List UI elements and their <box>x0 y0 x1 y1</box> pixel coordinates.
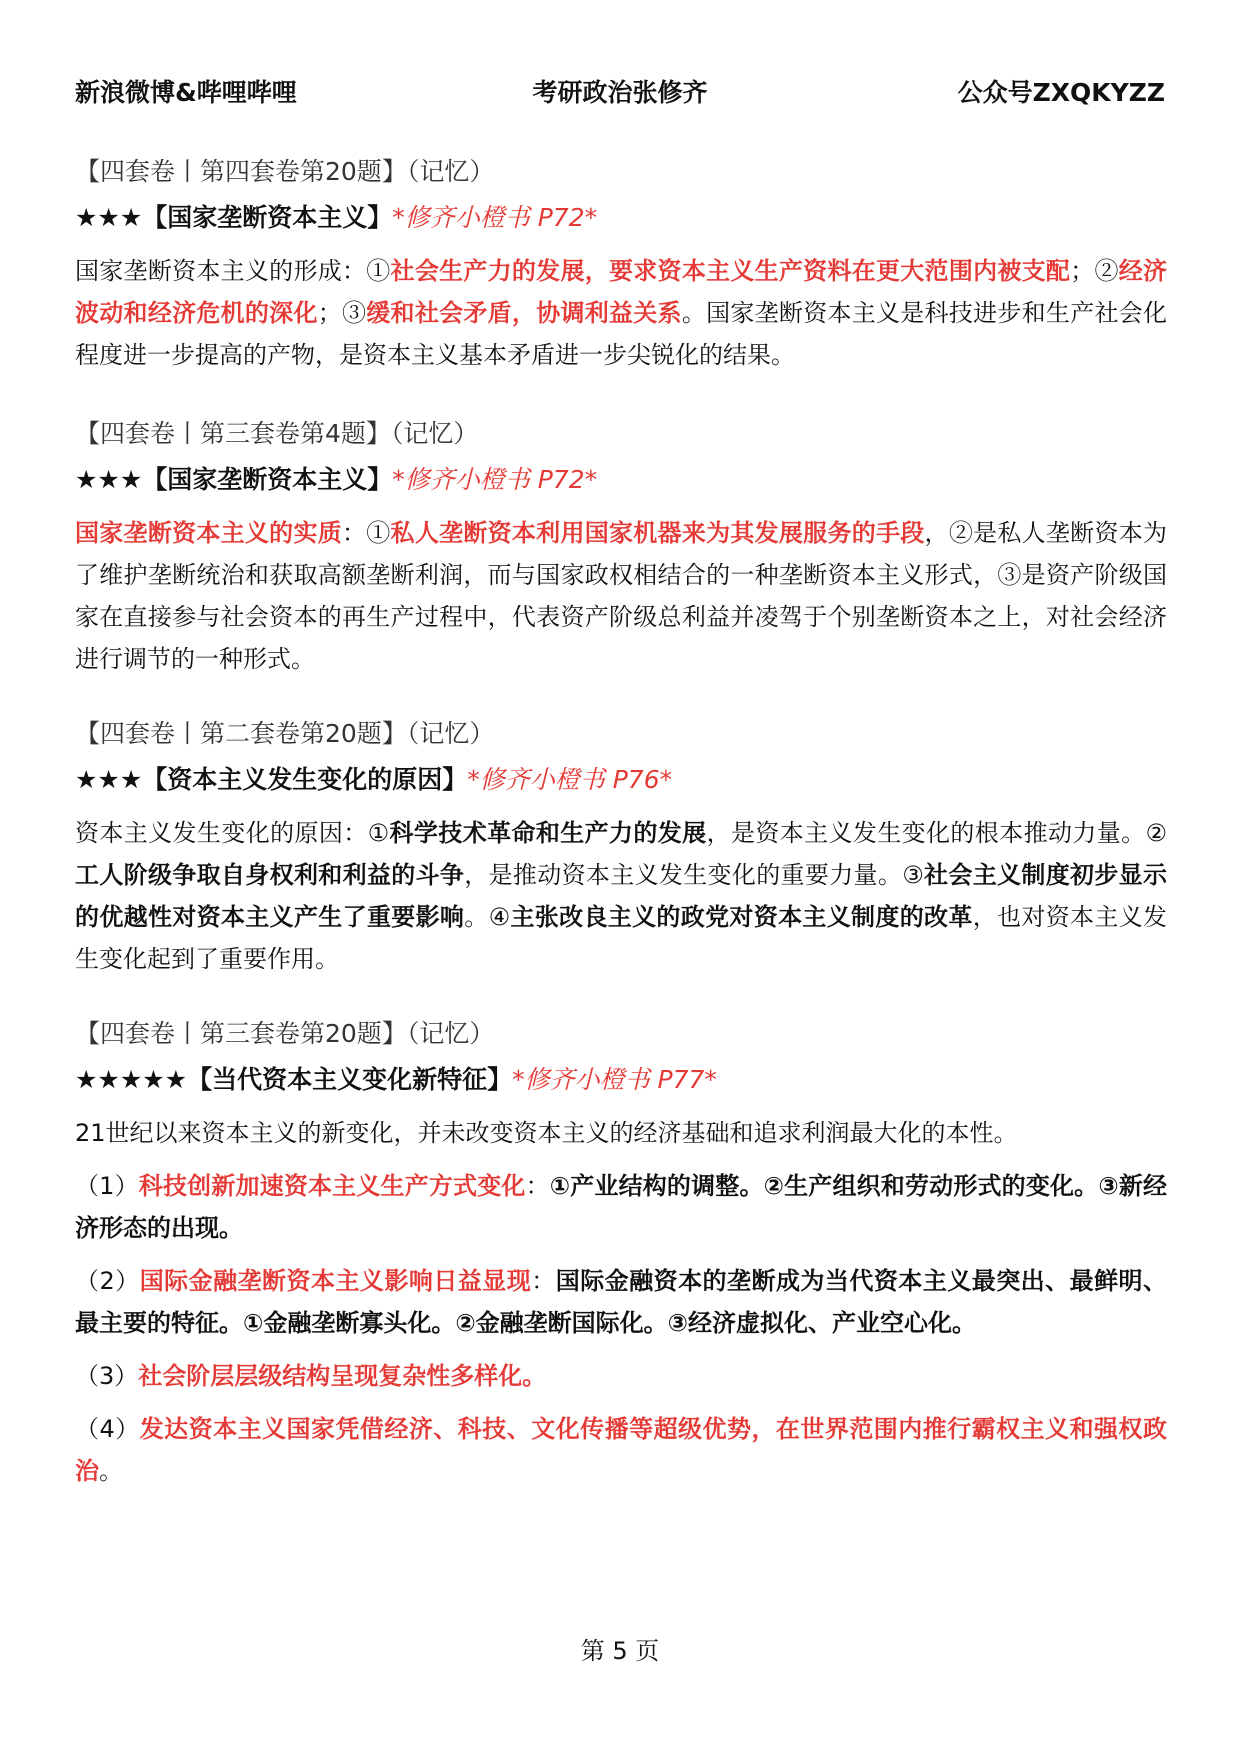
topic-title <box>75 200 1167 236</box>
answer-paragraph <box>75 512 1167 680</box>
topic-title <box>75 462 1167 498</box>
question-tag: 【四套卷丨第四套卷第20题】（记忆） <box>75 157 495 186</box>
text-run: 资本主义发生变化的原因： <box>75 819 368 847</box>
text-run: ；③ <box>317 299 367 327</box>
text-run: ，②是私人垄断资本为了维护垄断统治和获取高额垄断利润，而与国家政权相结合的一种垄断资本主义形式，③是资产阶级国家在直接参与社会资本的再生产过程中，代表资产阶级总利益并凌驾于个别垄断资本之上，对社会经济进行调节的一种形式。 <box>75 519 1168 673</box>
text-run: ： <box>525 1172 550 1200</box>
star-rating: ★★★★★ <box>75 1065 188 1094</box>
text-run: ：① <box>342 519 391 547</box>
star-rating: ★★★ <box>75 203 143 232</box>
question-section-1 <box>75 154 1167 376</box>
text-run: ；② <box>1070 257 1119 285</box>
topic-title <box>75 762 1167 798</box>
text-run: 。④ <box>464 903 511 931</box>
question-tag: 【四套卷丨第三套卷第20题】（记忆） <box>75 1019 495 1048</box>
list-item <box>75 1408 1167 1492</box>
intro-paragraph: 21世纪以来资本主义的新变化，并未改变资本主义的经济基础和追求利润最大化的本性。 <box>75 1119 1018 1147</box>
key-point: 发达资本主义国家凭借经济、科技、文化传播等超级优势，在世界范围内推行霸权主义和强权政治 <box>75 1415 1167 1485</box>
item-number: （4） <box>75 1415 140 1443</box>
star-rating: ★★★ <box>75 465 143 494</box>
key-point: 私人垄断资本利用国家机器来为其发展服务的手段 <box>390 519 925 547</box>
page-number: 第 5 页 <box>580 1637 660 1665</box>
topic-name: 【国家垄断资本主义】 <box>142 465 393 494</box>
item-body: 国际金融资本的垄断成为当代资本主义最突出、最鲜明、最主要的特征。①金融垄断寡头化。②金融垄断国际化。③经济虚拟化、产业空心化。 <box>75 1267 1168 1337</box>
header-right-text: 公众号ZXQKYZZ <box>957 78 1165 107</box>
topic-name: 【资本主义发生变化的原因】 <box>142 765 468 794</box>
question-section-4 <box>75 1016 1167 1492</box>
book-reference: *修齐小橙书 P77* <box>512 1065 717 1094</box>
item-number: （2） <box>75 1267 140 1295</box>
answer-paragraph <box>75 812 1167 980</box>
question-tag: 【四套卷丨第三套卷第4题】（记忆） <box>75 419 479 448</box>
text-run: ，是推动资本主义发生变化的重要力量。③ <box>464 861 925 889</box>
answer-paragraph <box>75 250 1167 376</box>
text-run: 。国家垄断资本主义是科技进步和生产社会化程度进一步提高的产物，是资本主义基本矛盾进一步尖锐化的结果。 <box>75 299 1168 369</box>
text-run: ① <box>367 819 390 847</box>
topic-name: 【当代资本主义变化新特征】 <box>187 1065 513 1094</box>
list-item <box>75 1260 1167 1344</box>
key-point: 经济波动和经济危机的深化 <box>75 257 1168 327</box>
question-section-3 <box>75 716 1167 980</box>
text-run: ： <box>531 1267 556 1295</box>
list-item <box>75 1165 1167 1249</box>
header-center-text: 考研政治张修齐 <box>532 78 708 107</box>
book-reference: *修齐小橙书 P72* <box>392 465 598 494</box>
text-run: ，是资本主义发生变化的根本推动力量。② <box>706 819 1168 847</box>
key-point: 国际金融垄断资本主义影响日益显现 <box>139 1267 532 1295</box>
key-point: 科学技术革命和生产力的发展 <box>389 819 707 847</box>
star-rating: ★★★ <box>75 765 143 794</box>
book-reference: *修齐小橙书 P76* <box>467 765 673 794</box>
key-point: 社会阶层层级结构呈现复杂性多样化。 <box>138 1362 547 1390</box>
key-point: 社会主义制度初步显示的优越性对资本主义产生了重要影响 <box>75 861 1168 931</box>
question-section-2 <box>75 416 1167 680</box>
text-run: 。 <box>99 1457 123 1485</box>
header-left-text: 新浪微博&哔哩哔哩 <box>75 78 297 107</box>
text-run: ，也对资本主义发生变化起到了重要作用。 <box>75 903 1168 973</box>
key-point: 社会生产力的发展，要求资本主义生产资料在更大范围内被支配 <box>390 257 1071 285</box>
item-number: （1） <box>75 1172 139 1200</box>
book-reference: *修齐小橙书 P72* <box>392 203 598 232</box>
topic-name: 【国家垄断资本主义】 <box>142 203 393 232</box>
key-point: 主张改良主义的政党对资本主义制度的改革 <box>510 903 973 931</box>
topic-title <box>75 1062 1167 1098</box>
text-run: 国家垄断资本主义的形成：① <box>75 257 391 285</box>
item-number: （3） <box>75 1362 139 1390</box>
key-point: 国家垄断资本主义的实质 <box>75 519 342 547</box>
item-body: ①产业结构的调整。②生产组织和劳动形式的变化。③新经济形态的出现。 <box>75 1172 1168 1242</box>
list-item <box>75 1355 1167 1397</box>
key-point: 科技创新加速资本主义生产方式变化 <box>138 1172 526 1200</box>
question-tag: 【四套卷丨第二套卷第20题】（记忆） <box>75 719 495 748</box>
key-point: 工人阶级争取自身权利和利益的斗争 <box>75 861 465 889</box>
key-point: 缓和社会矛盾，协调利益关系 <box>366 299 682 327</box>
